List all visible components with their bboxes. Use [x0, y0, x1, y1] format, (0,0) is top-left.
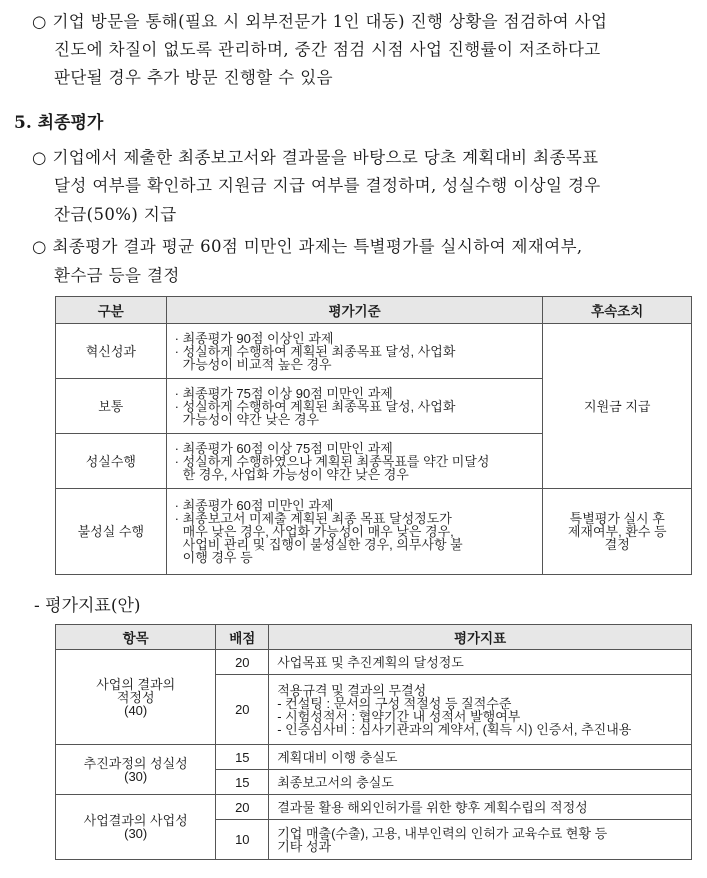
special-eval-line-2: 환수금 등을 결정 [54, 266, 180, 285]
table-row [56, 745, 692, 770]
indicator-text: 적용규격 및 결과의 무결성 - 컨설팅 : 문서의 구성 적절성 등 질적수준 - 시험성적서 : 협약기간 내 성적서 발행여부 - 인증심사비 : 심사기관과의 계약서, (획득 시) 인증서, 추진내용 [269, 675, 692, 745]
intro-line-2: 진도에 차질이 없도록 관리하며, 중간 점검 시점 사업 진행률이 저조하다고 [54, 40, 601, 59]
row-criteria: · 최종평가 90점 이상인 과제 · 성실하게 수행하여 계획된 최종목표 달성, 사업화 가능성이 비교적 높은 경우 [166, 324, 543, 379]
follow-up-payment: 지원금 지급 [543, 324, 692, 489]
intro-line-3: 판단될 경우 추가 방문 진행할 수 있음 [54, 68, 333, 87]
area-name: 사업의 결과의 적정성 (40) [56, 650, 216, 745]
section-title: 5. 최종평가 [14, 113, 104, 133]
points-value: 20 [216, 650, 269, 675]
table-row [56, 650, 692, 675]
indicator-header-row [56, 625, 692, 650]
indicator-table [55, 624, 692, 860]
bullet-icon: ○ [32, 148, 47, 167]
final-eval-line-1: ○ 기업에서 제출한 최종보고서와 결과물을 바탕으로 당초 계획대비 최종목표 [32, 148, 599, 167]
final-eval-line-2: 달성 여부를 확인하고 지원금 지급 여부를 결정하며, 성실수행 이상일 경우 [54, 176, 601, 195]
header-points: 배점 [216, 625, 269, 650]
points-value: 10 [216, 820, 269, 860]
header-item: 항목 [56, 625, 216, 650]
points-value: 20 [216, 675, 269, 745]
indicator-text: 사업목표 및 추진계획의 달성정도 [269, 650, 692, 675]
follow-up-special: 특별평가 실시 후 제재여부, 환수 등 결정 [543, 489, 692, 575]
indicator-text: 최종보고서의 충실도 [269, 770, 692, 795]
table-row [56, 324, 692, 379]
header-category: 구분 [56, 297, 167, 324]
points-value: 15 [216, 770, 269, 795]
row-criteria: · 최종평가 60점 이상 75점 미만인 과제 · 성실하게 수행하였으나 계획된 최종목표를 약간 미달성 한 경우, 사업화 가능성이 약간 낮은 경우 [166, 434, 543, 489]
row-criteria: · 최종평가 75점 이상 90점 미만인 과제 · 성실하게 수행하여 계획된 최종목표 달성, 사업화 가능성이 약간 낮은 경우 [166, 379, 543, 434]
row-name: 혁신성과 [56, 324, 167, 379]
header-indicator: 평가지표 [269, 625, 692, 650]
row-name: 불성실 수행 [56, 489, 167, 575]
indicator-text: 계획대비 이행 충실도 [269, 745, 692, 770]
points-value: 15 [216, 745, 269, 770]
intro-line-1: ○ 기업 방문을 통해(필요 시 외부전문가 1인 대동) 진행 상황을 점검하여 사업 [32, 12, 608, 31]
table-row [56, 795, 692, 820]
row-name: 성실수행 [56, 434, 167, 489]
criteria-table [55, 296, 692, 575]
header-criteria: 평가기준 [166, 297, 543, 324]
final-eval-line-3: 잔금(50%) 지급 [54, 205, 177, 224]
row-name: 보통 [56, 379, 167, 434]
indicator-text: 기업 매출(수출), 고용, 내부인력의 인허가 교육수료 현황 등 기타 성과 [269, 820, 692, 860]
bullet-icon: ○ [32, 237, 47, 256]
bullet-icon: ○ [32, 12, 47, 31]
points-value: 20 [216, 795, 269, 820]
special-eval-line-1: ○ 최종평가 결과 평균 60점 미만인 과제는 특별평가를 실시하여 제재여부, [32, 237, 583, 256]
table-row [56, 489, 692, 575]
area-name: 사업결과의 사업성 (30) [56, 795, 216, 860]
area-name: 추진과정의 성실성 (30) [56, 745, 216, 795]
criteria-header-row [56, 297, 692, 324]
header-follow-up: 후속조치 [543, 297, 692, 324]
row-criteria: · 최종평가 60점 미만인 과제 · 최종보고서 미제출 계획된 최종 목표 달성정도가 매우 낮은 경우, 사업화 가능성이 매우 낮은 경우, 사업비 관리 및 집행이 불성실한 경우, 의무사항 불 이행 경우 등 [166, 489, 543, 575]
indicator-text: 결과물 활용 해외인허가를 위한 향후 계획수립의 적정성 [269, 795, 692, 820]
indicator-title: - 평가지표(안) [34, 596, 141, 616]
